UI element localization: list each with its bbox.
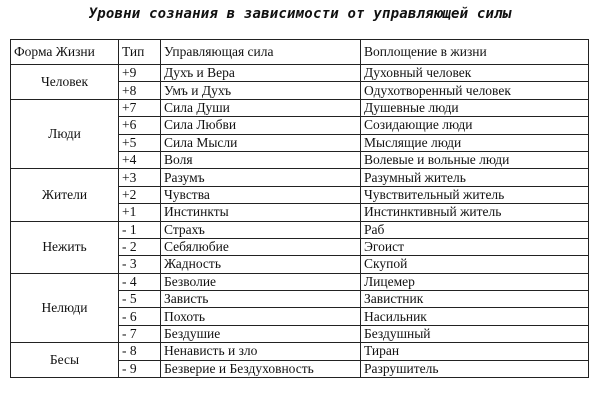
type-cell: +2 (119, 186, 161, 203)
type-cell: +9 (119, 65, 161, 82)
type-cell: +6 (119, 117, 161, 134)
consciousness-levels-table (10, 39, 589, 378)
header-type: Тип (119, 40, 161, 65)
table-row (11, 273, 589, 290)
table-row (11, 99, 589, 116)
controlling-force-cell: Страхъ (161, 221, 361, 238)
header-embodiment: Воплощение в жизни (361, 40, 589, 65)
embodiment-cell: Душевные люди (361, 99, 589, 116)
controlling-force-cell: Сила Мысли (161, 134, 361, 151)
type-cell: +4 (119, 151, 161, 168)
type-cell: - 7 (119, 325, 161, 342)
table-row (11, 65, 589, 82)
type-cell: +3 (119, 169, 161, 186)
controlling-force-cell: Безверие и Бездуховность (161, 360, 361, 377)
life-form-cell: Бесы (11, 343, 119, 378)
controlling-force-cell: Ненависть и зло (161, 343, 361, 360)
document-title: Уровни сознания в зависимости от управляющей силы (88, 6, 512, 22)
controlling-force-cell: Инстинкты (161, 204, 361, 221)
embodiment-cell: Разрушитель (361, 360, 589, 377)
controlling-force-cell: Сила Души (161, 99, 361, 116)
table-row (11, 221, 589, 238)
embodiment-cell: Инстинктивный житель (361, 204, 589, 221)
embodiment-cell: Чувствительный житель (361, 186, 589, 203)
type-cell: +1 (119, 204, 161, 221)
controlling-force-cell: Зависть (161, 291, 361, 308)
type-cell: +5 (119, 134, 161, 151)
type-cell: - 9 (119, 360, 161, 377)
embodiment-cell: Скупой (361, 256, 589, 273)
header-controlling-force: Управляющая сила (161, 40, 361, 65)
life-form-cell: Нелюди (11, 273, 119, 343)
type-cell: - 2 (119, 238, 161, 255)
controlling-force-cell: Сила Любви (161, 117, 361, 134)
life-form-cell: Люди (11, 99, 119, 169)
controlling-force-cell: Себялюбие (161, 238, 361, 255)
controlling-force-cell: Безволие (161, 273, 361, 290)
table-row (11, 343, 589, 360)
table-row (11, 169, 589, 186)
embodiment-cell: Одухотворенный человек (361, 82, 589, 99)
header-life-form: Форма Жизни (11, 40, 119, 65)
type-cell: +7 (119, 99, 161, 116)
embodiment-cell: Тиран (361, 343, 589, 360)
type-cell: - 5 (119, 291, 161, 308)
table-body (11, 65, 589, 378)
controlling-force-cell: Чувства (161, 186, 361, 203)
embodiment-cell: Разумный житель (361, 169, 589, 186)
controlling-force-cell: Духъ и Вера (161, 65, 361, 82)
embodiment-cell: Волевые и вольные люди (361, 151, 589, 168)
type-cell: - 8 (119, 343, 161, 360)
embodiment-cell: Эгоист (361, 238, 589, 255)
embodiment-cell: Мыслящие люди (361, 134, 589, 151)
type-cell: - 6 (119, 308, 161, 325)
embodiment-cell: Насильник (361, 308, 589, 325)
life-form-cell: Жители (11, 169, 119, 221)
embodiment-cell: Раб (361, 221, 589, 238)
controlling-force-cell: Жадность (161, 256, 361, 273)
controlling-force-cell: Бездушие (161, 325, 361, 342)
embodiment-cell: Бездушный (361, 325, 589, 342)
table-header-row (11, 40, 589, 65)
type-cell: - 3 (119, 256, 161, 273)
embodiment-cell: Завистник (361, 291, 589, 308)
controlling-force-cell: Воля (161, 151, 361, 168)
life-form-cell: Человек (11, 65, 119, 100)
type-cell: +8 (119, 82, 161, 99)
type-cell: - 4 (119, 273, 161, 290)
life-form-cell: Нежить (11, 221, 119, 273)
controlling-force-cell: Разумъ (161, 169, 361, 186)
controlling-force-cell: Умъ и Духъ (161, 82, 361, 99)
type-cell: - 1 (119, 221, 161, 238)
embodiment-cell: Духовный человек (361, 65, 589, 82)
embodiment-cell: Лицемер (361, 273, 589, 290)
embodiment-cell: Созидающие люди (361, 117, 589, 134)
controlling-force-cell: Похоть (161, 308, 361, 325)
